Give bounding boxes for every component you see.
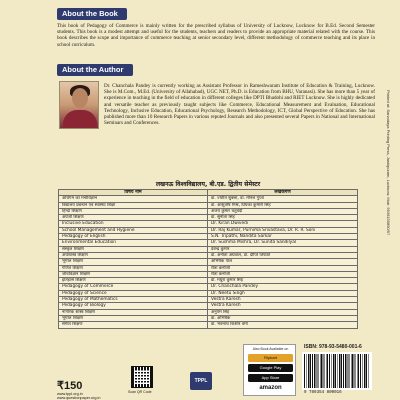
author-cell: डॉ. आशुतोष मिश्र, प्रियंका कुमारी सिंह: [208, 202, 358, 208]
author-cell: Dr. Chanchala Pandey: [208, 284, 358, 290]
subject-cell: अंग्रेजी शिक्षण: [59, 215, 208, 221]
subject-cell: Pedagogy of Biology: [59, 303, 208, 309]
author-cell: डॉ. ज्योति शुक्ला, डॉ. मीनल गुप्ता: [208, 196, 358, 202]
author-cell: Vestra Karesh: [208, 297, 358, 303]
author-cell: Dr. Neetu Singh: [208, 290, 358, 296]
author-photo: [59, 81, 99, 129]
syllabus-table-title: लखनऊ विश्वविद्यालय, बी.एड. द्वितीय सेमेस्टर: [155, 181, 261, 188]
isbn-label: ISBN: 978-93-5480-001-6: [304, 344, 362, 350]
author-cell: अजय कुमार चतुर्वेदी: [208, 208, 358, 214]
flipkart-badge[interactable]: Flipkart: [248, 354, 293, 362]
price-label: ₹150: [57, 380, 83, 392]
subject-cell: हिन्दी शिक्षण: [59, 208, 208, 214]
about-book-heading: About the Book: [57, 8, 127, 20]
website-link[interactable]: www.tppl.org.in: [57, 392, 83, 396]
author-cell: Dr. Raj Kumar, Purnima Srivastava, Dr. R. R. Soni: [208, 227, 358, 233]
author-cell: अनुपम सिंह: [208, 309, 358, 315]
printer-info-vertical: Printed at: Sarvodaya Printing Press, Jankipuram, Lucknow. Mob: 9936155890/97: [386, 90, 391, 236]
author-cell: रीता कनौजी: [208, 265, 358, 271]
table-row: [59, 322, 358, 328]
author-cell: रीता कनौजी: [208, 271, 358, 277]
author-photo-body: [63, 110, 97, 129]
author-cell: डॉ. भवनाथ किशोर वर्मा: [208, 322, 358, 328]
subject-cell: Inclusive Education: [59, 221, 208, 227]
author-cell: Dr. Kiran Dwivedi: [208, 221, 358, 227]
author-cell: देवेन्द्र कुमार: [208, 246, 358, 252]
subject-cell: Pedagogy of Science: [59, 290, 208, 296]
subject-cell: भूगोल शिक्षण: [59, 259, 208, 265]
author-cell: Vestra Karesh: [208, 303, 358, 309]
subject-cell: इतिहास शिक्षण: [59, 278, 208, 284]
app-store-badge[interactable]: App Store: [248, 374, 293, 382]
author-cell: अभिषेक पाल: [208, 259, 358, 265]
barcode-icon: [302, 352, 372, 390]
website-link[interactable]: www.questionpaper.org.in: [57, 396, 101, 400]
publisher-websites: [57, 392, 100, 400]
subject-cell: Pedagogy of Mathematics: [59, 297, 208, 303]
subject-cell: Pedagogy of Commerce: [59, 284, 208, 290]
table-header-subject: विषय नाम: [59, 190, 208, 196]
author-photo-face: [72, 88, 88, 108]
amazon-badge[interactable]: amazon: [248, 384, 293, 392]
about-author-heading: About the Author: [57, 64, 133, 76]
subject-cell: संगीत शिक्षण: [59, 322, 208, 328]
author-cell: S.N. Tripathi, Nandita Sarkar: [208, 234, 358, 240]
barcode-number: 9 789354 800016: [304, 391, 342, 395]
author-cell: डॉ. अनीता अग्रवाल, डॉ. दीप्ति त्रिपाठी: [208, 252, 358, 258]
author-cell: डॉ. मधुरा कुमार सिंह: [208, 278, 358, 284]
subject-cell: अर्थशास्त्र शिक्षण: [59, 252, 208, 258]
qr-caption: Scan QR Code: [128, 390, 152, 394]
author-cell: डॉ. सुनीता सिंह: [208, 215, 358, 221]
subject-cell: भूगोल शिक्षण: [59, 315, 208, 321]
store-availability-box: [243, 344, 296, 396]
subject-cell: जीवविज्ञान शिक्षण: [59, 271, 208, 277]
subject-cell: नागरिक शास्त्र शिक्षण: [59, 309, 208, 315]
subject-cell: गणित शिक्षण: [59, 265, 208, 271]
google-play-badge[interactable]: Google Play: [248, 364, 293, 372]
author-cell: डॉ. अभिषेक: [208, 315, 358, 321]
subject-cell: अधिगम का मनोविज्ञान: [59, 196, 208, 202]
author-cell: Dr. Sushma Mishra, Dr. Sunita Sandilyal: [208, 240, 358, 246]
qr-code-icon: [131, 366, 153, 388]
about-book-text: This book of Pedagogy of Commerce is mainly written for the prescribed syllabus of University of Lucknow, Lucknow for B.Ed. Second Semester students. This book is a modest attempt and useful for the students, teachers and readers to provide an appropriate material related with the course. This book describes the scope and importance of commerce teaching at senior secondary level, different methodology of commerce teaching and its place in school curriculum.: [57, 23, 375, 48]
subject-cell: विद्यालय प्रबन्धन एवं स्वास्थ्य शिक्षा: [59, 202, 208, 208]
subject-cell: Pedagogy of English: [59, 234, 208, 240]
about-author-text: Dr. Chanchala Pandey is currently working as Assistant Professor in Rameshwaram Institute of Education & Training, Lucknow. She is M.Com., M.Ed. (University of Allahabad), UGC NET, Ph.D. is Education from BHU, Varanasi). She has more than 5 year of experience in teaching in the field of education in different colleges like DPTI Bhadohi and RIET Lucknow. She is highly dedicated and versatile teacher as previously taught subjects like Commerce, Educational Measurement and Evaluation, Educational Technology, Inclusive Education, Educational Psychology, Research Methodology, ICT, Global Perspective of Education. She has published more than 10 Research Papers in various reputed Journals and also presented several Papers in National and International Seminars and Conferences.: [104, 83, 375, 127]
subject-cell: School Management and Hygiene: [59, 227, 208, 233]
subject-cell: संस्कृत शिक्षण: [59, 246, 208, 252]
syllabus-table: [58, 189, 358, 329]
store-title: Also Book Available on: [252, 347, 289, 351]
table-header-authors: लेखकगण: [208, 190, 358, 196]
subject-cell: Environmental Education: [59, 240, 208, 246]
publisher-logo: TPPL: [190, 372, 212, 390]
